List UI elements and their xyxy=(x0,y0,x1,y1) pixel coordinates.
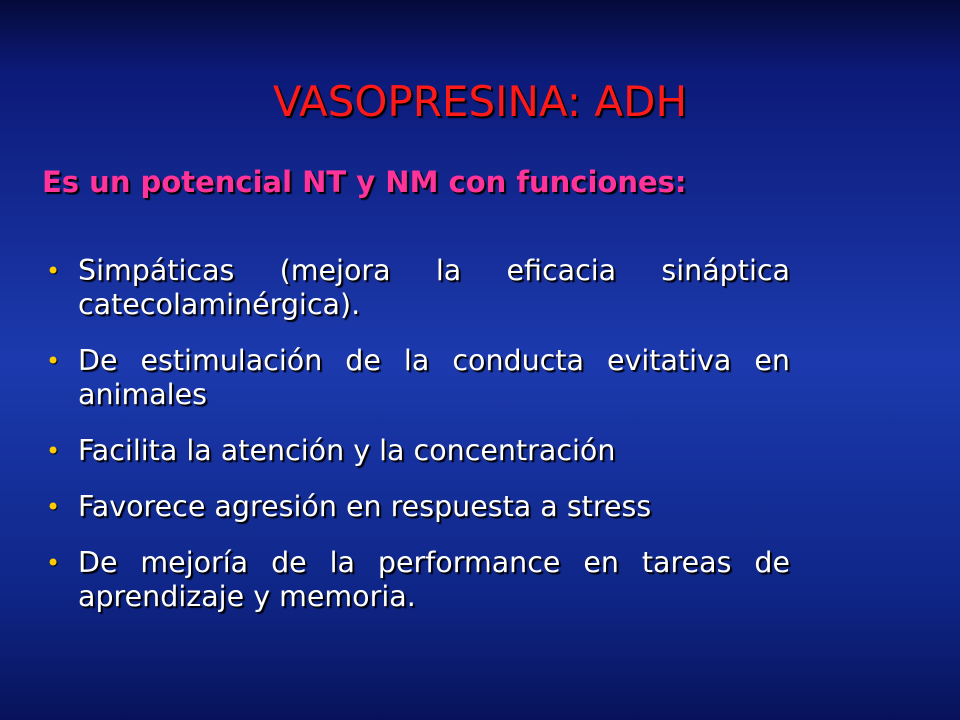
slide-title: VASOPRESINA: ADH xyxy=(272,77,688,126)
bullet-text: De mejoría de la performance en tareas de aprendizaje y memoria. xyxy=(78,546,790,613)
bullet-dot-icon: • xyxy=(46,549,61,577)
bullet-dot-icon: • xyxy=(46,437,61,465)
bullet-dot-icon: • xyxy=(46,347,61,375)
bullet-item xyxy=(42,490,790,524)
bullet-dot-icon: • xyxy=(46,257,61,285)
bullet-item xyxy=(42,344,790,412)
bullet-item xyxy=(42,254,790,322)
bullet-list xyxy=(42,254,790,636)
bullet-text: Facilita la atención y la concentración xyxy=(78,434,616,467)
bullet-item xyxy=(42,434,790,468)
bullet-text: Simpáticas (mejora la eficacia sináptica catecolaminérgica). xyxy=(78,254,790,321)
bullet-text: De estimulación de la conducta evitativa en animales xyxy=(78,344,790,411)
bullet-item xyxy=(42,546,790,614)
slide-subtitle: Es un potencial NT y NM con funciones: xyxy=(42,165,687,199)
bullet-text: Favorece agresión en respuesta a stress xyxy=(78,490,652,523)
bullet-dot-icon: • xyxy=(46,493,61,521)
